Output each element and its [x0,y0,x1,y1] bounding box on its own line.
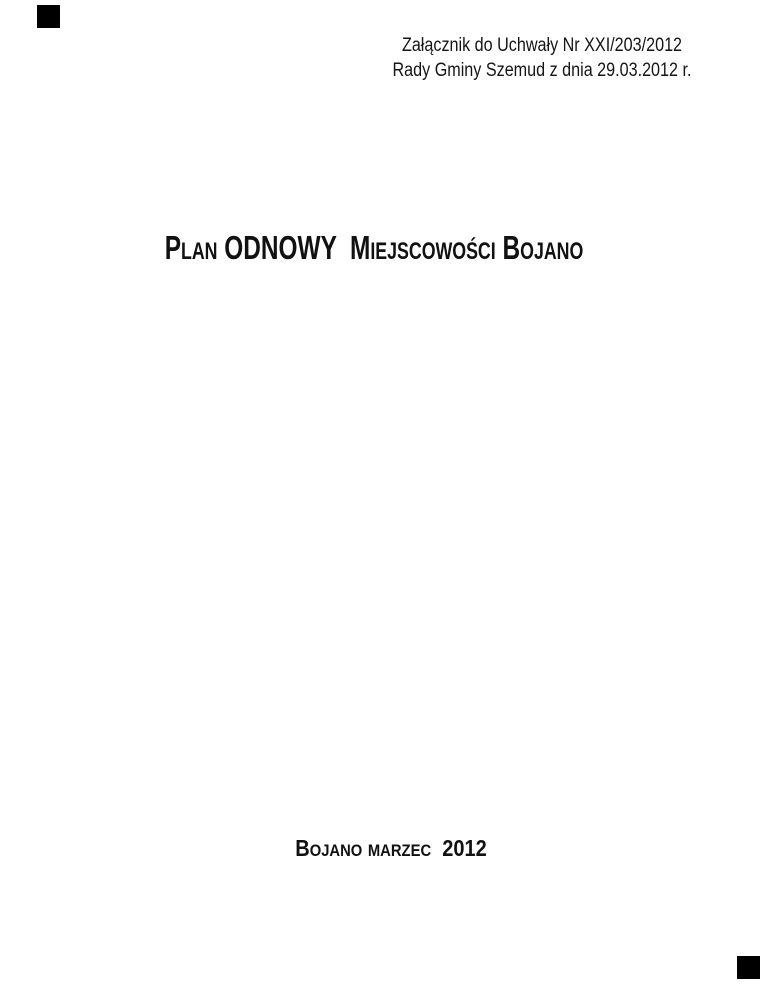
text-part: ODNOWY [224,229,337,266]
text-part: LAN [180,238,218,265]
text-part [336,229,350,266]
text-part [496,229,503,266]
attachment-note-line-1: Załącznik do Uchwały Nr XXI/203/2012 [401,35,683,56]
text-part: OJANO [309,841,363,860]
text-part: B [295,835,310,861]
text-part: IEJSCOWOŚCI [370,238,496,265]
text-part: OJANO [520,238,584,265]
text-part: MARZEC [367,841,432,860]
footer-place-date [57,837,725,863]
attachment-note [372,33,712,83]
text-part: B [502,229,521,266]
text-part: M [350,229,371,266]
text-part: P [164,229,181,266]
text-part [218,229,225,266]
document-title [90,231,658,268]
attachment-note-line-2: Rady Gminy Szemud z dnia 29.03.2012 r. [392,60,692,81]
scan-corner-mark-top-left [37,5,60,28]
text-part: 2012 [442,835,487,861]
scan-corner-mark-bottom-right [737,956,760,979]
text-part [431,835,442,861]
